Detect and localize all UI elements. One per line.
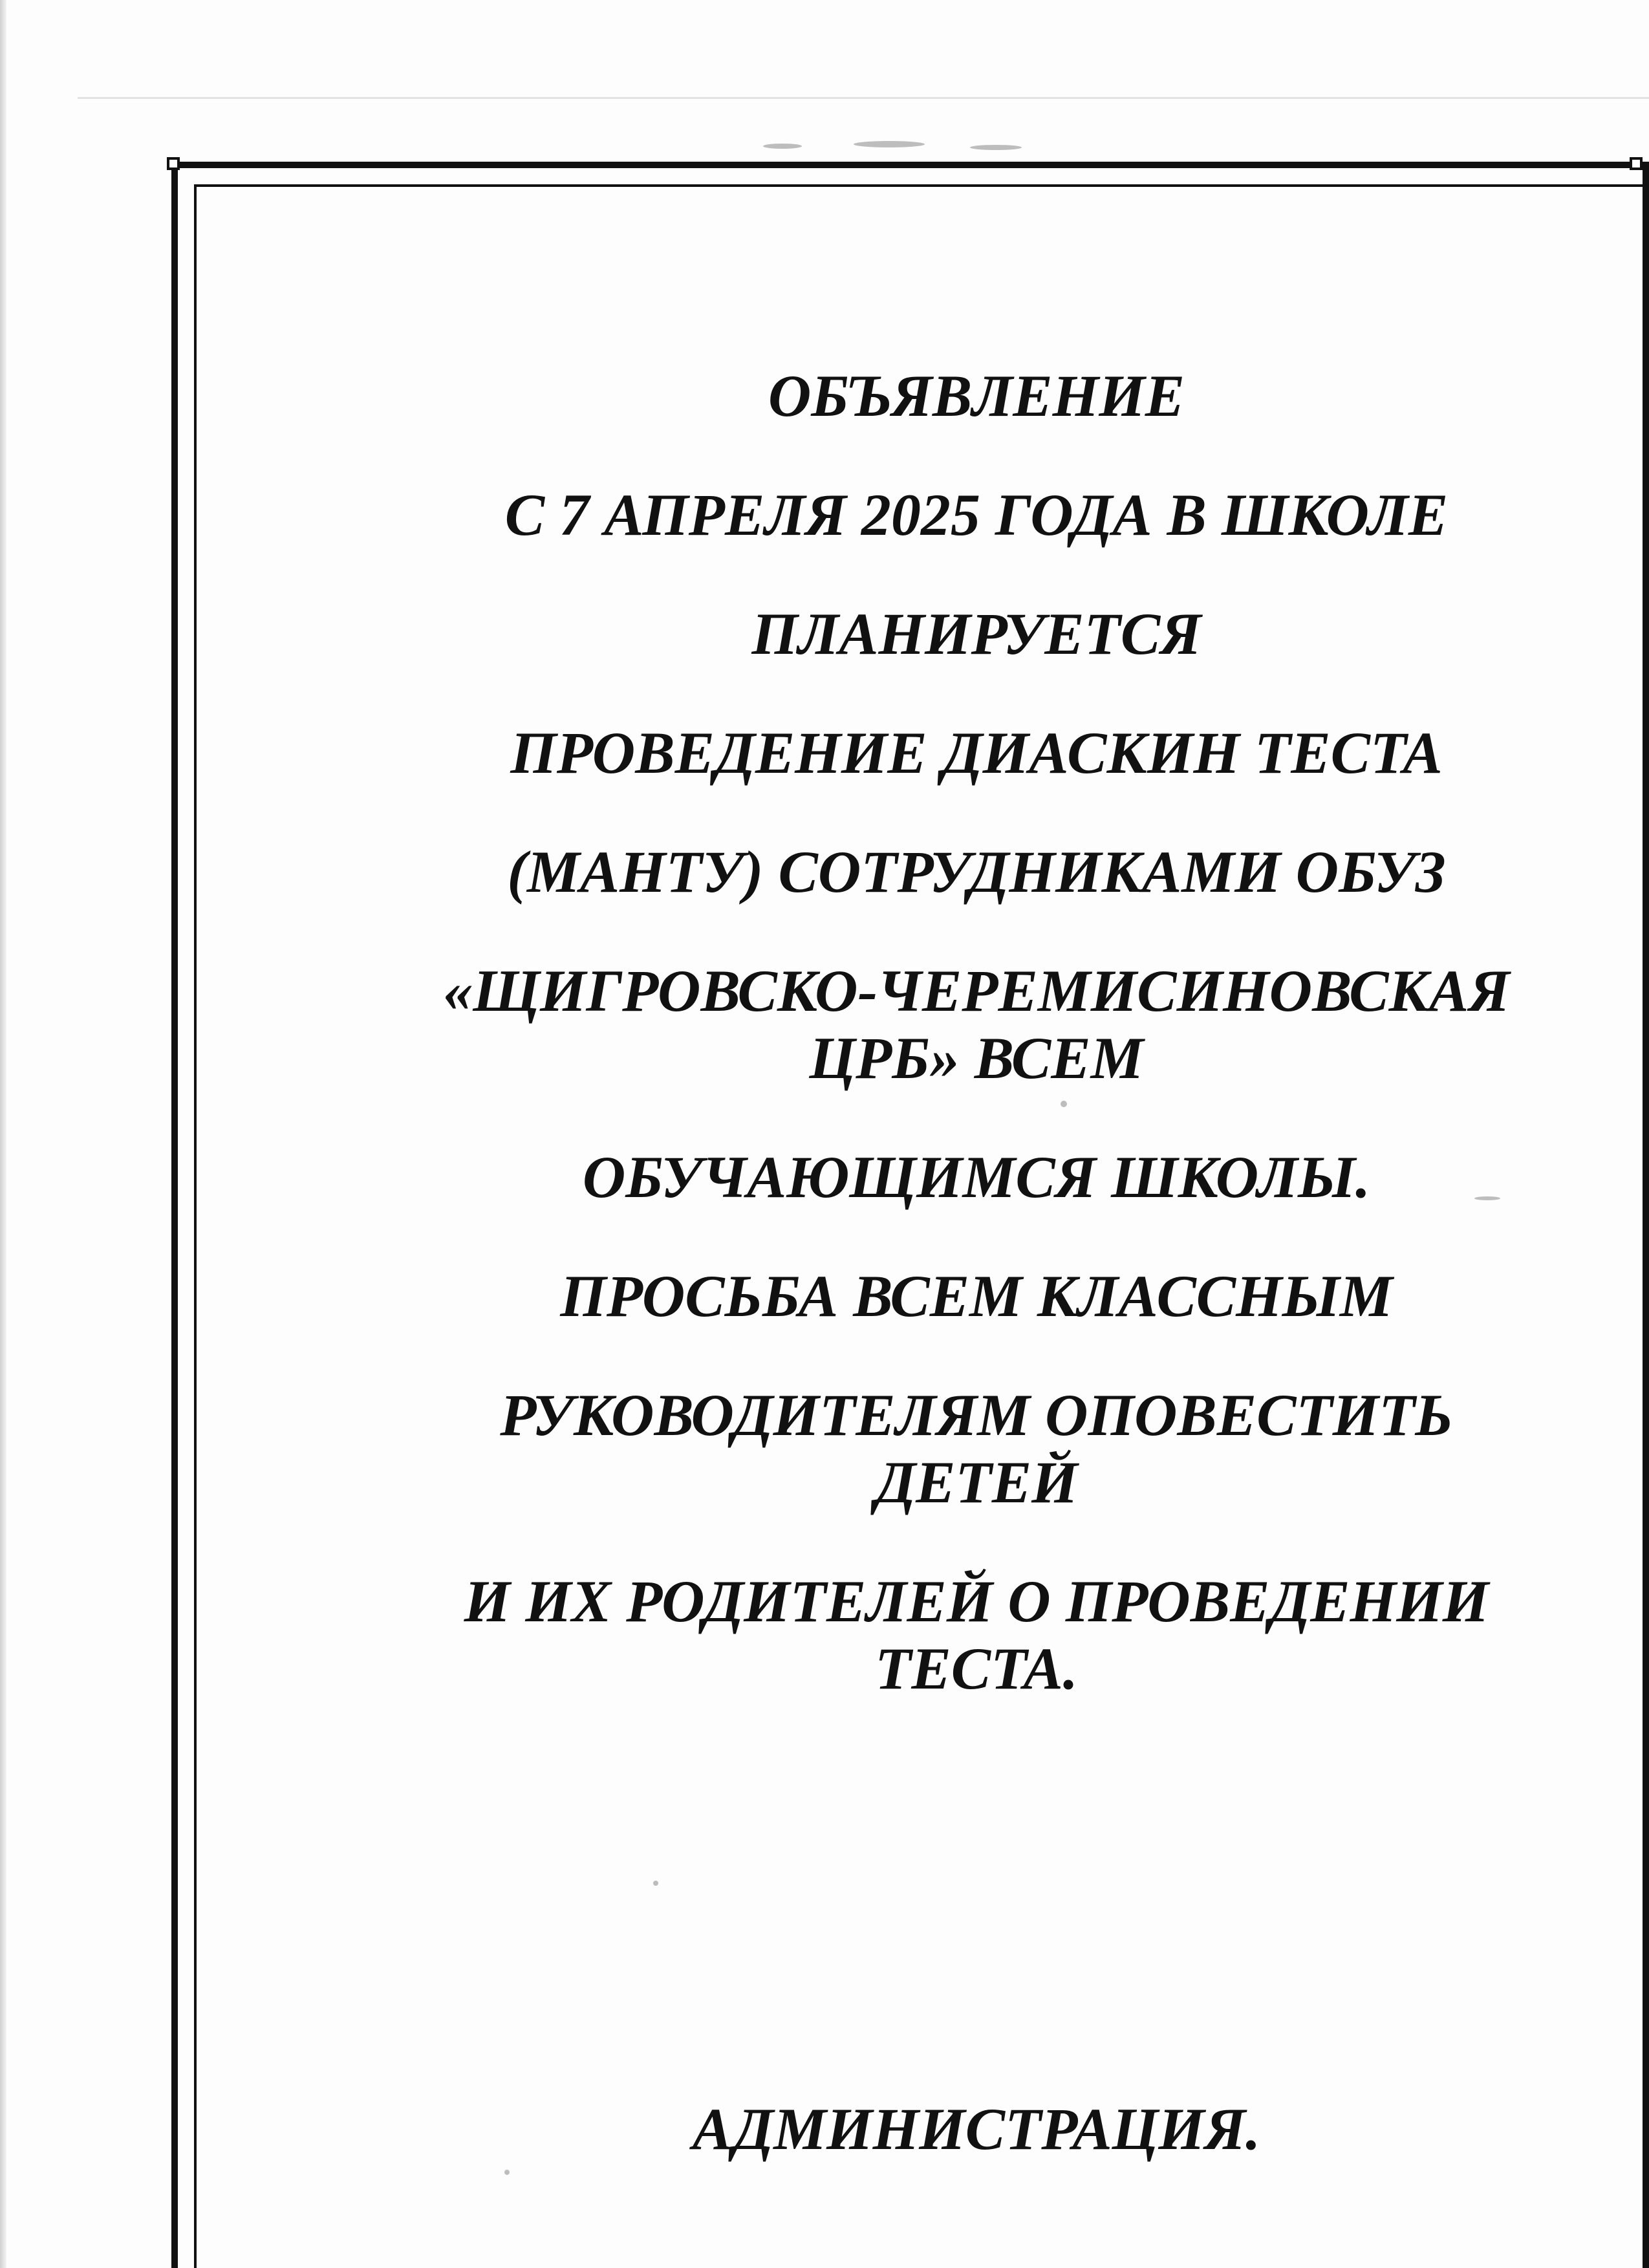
- scan-speck: [763, 144, 802, 149]
- notice-body: [362, 362, 1591, 1754]
- notice-line: ПРОСЬБА ВСЕМ КЛАССНЫМ: [560, 1263, 1393, 1329]
- scan-top-line: [78, 97, 1649, 99]
- notice-line: И ИХ РОДИТЕЛЕЙ О ПРОВЕДЕНИИ: [464, 1568, 1489, 1634]
- scan-speck: [854, 141, 925, 147]
- notice-line: ПЛАНИРУЕТСЯ: [751, 601, 1202, 667]
- frame-corner-ornament: [167, 157, 180, 170]
- notice-line: «ЩИГРОВСКО-ЧЕРЕМИСИНОВСКАЯ: [443, 958, 1510, 1024]
- notice-line: С 7 АПРЕЛЯ 2025 ГОДА В ШКОЛЕ: [504, 482, 1449, 548]
- notice-line: (МАНТУ) СОТРУДНИКАМИ ОБУЗ: [507, 839, 1446, 905]
- scan-left-edge: [0, 0, 6, 2268]
- notice-title: ОБЪЯВЛЕНИЕ: [768, 363, 1185, 429]
- notice-line: ОБУЧАЮЩИМСЯ ШКОЛЫ.: [582, 1144, 1371, 1210]
- notice-line: ТЕСТА.: [875, 1636, 1078, 1701]
- signature-administration: АДМИНИСТРАЦИЯ.: [692, 2096, 1261, 2162]
- notice-line: РУКОВОДИТЕЛЯМ ОПОВЕСТИТЬ: [500, 1382, 1453, 1448]
- notice-line: ЦРБ» ВСЕМ: [809, 1025, 1144, 1091]
- notice-line: ПРОВЕДЕНИЕ ДИАСКИН ТЕСТА: [510, 720, 1443, 786]
- frame-corner-ornament: [1630, 157, 1643, 170]
- notice-line: ДЕТЕЙ: [875, 1449, 1078, 1515]
- scan-speck: [970, 145, 1022, 150]
